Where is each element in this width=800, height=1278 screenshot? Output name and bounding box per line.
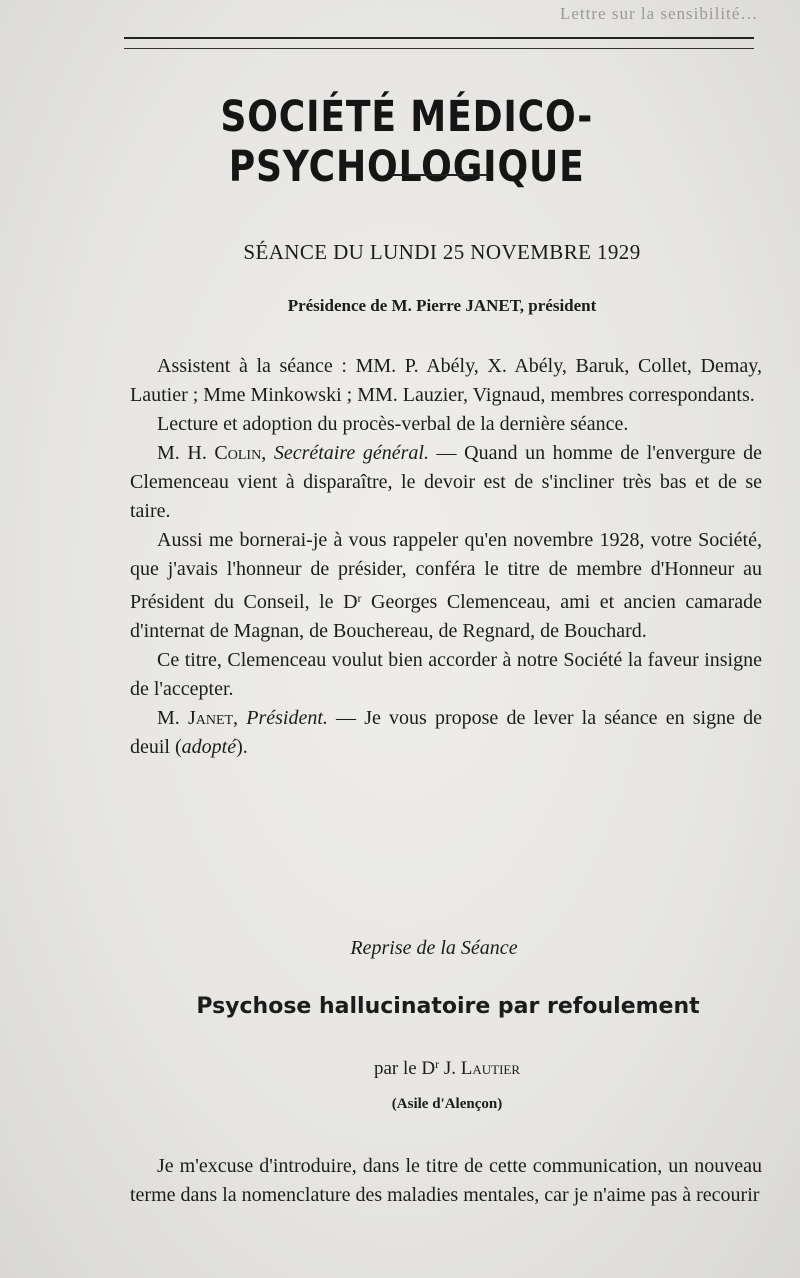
honour-text-b: Georges Clemenceau, ami et ancien camarade d'internat de Magnan, de Bouchereau, de Regnard, de Bouchard. xyxy=(130,591,762,642)
colin-text: — Quand un homme de l'envergure de Clemenceau vient à disparaître, le devoir est de s'incliner très bas et de se taire. xyxy=(130,442,762,522)
header-double-rule xyxy=(124,37,754,49)
presidence-line xyxy=(0,296,800,316)
janet-speaker: M. Janet, xyxy=(157,707,239,729)
colin-role: Secrétaire général. xyxy=(273,442,429,464)
bleed-through-text: Lettre sur la sensibilité… xyxy=(560,4,759,23)
honour-paragraph xyxy=(130,526,762,646)
minutes-adoption-paragraph: Lecture et adoption du procès-verbal de la dernière séance. xyxy=(157,413,629,435)
presidence-prefix: Présidence de xyxy=(287,296,392,315)
reprise-heading: Reprise de la Séance xyxy=(350,937,518,959)
presidence-name: M. Pierre JANET xyxy=(391,296,520,315)
author-superscript: r xyxy=(435,1057,440,1071)
minutes-body xyxy=(130,352,762,762)
author-name: J. Lautier xyxy=(439,1058,521,1079)
janet-paragraph xyxy=(130,704,762,762)
janet-role: Président. xyxy=(246,707,328,729)
colin-paragraph xyxy=(130,439,762,526)
presidence-suffix: , président xyxy=(519,296,597,315)
colin-speaker: M. H. Colin, xyxy=(157,442,267,464)
author-prefix: par le D xyxy=(373,1058,436,1079)
article-author xyxy=(0,1057,800,1080)
honour-superscript: r xyxy=(357,591,362,605)
session-heading: SÉANCE DU LUNDI 25 NOVEMBRE 1929 xyxy=(243,240,641,264)
title-acceptance-paragraph: Ce titre, Clemenceau voulut bien accorder à notre Société la faveur insigne de l'accepter. xyxy=(130,649,762,700)
honour-text-a: Aussi me bornerai-je à vous rappeler qu'en novembre 1928, votre Société, que j'avais l'honneur de présider, conféra le titre de membre d'Honneur au Président du Conseil, le D xyxy=(130,529,762,613)
janet-text: — Je vous propose de lever la séance en signe de deuil ( xyxy=(130,707,763,758)
author-affiliation: (Asile d'Alençon) xyxy=(391,1096,503,1112)
article-title: Psychose hallucinatoire par refoulement xyxy=(196,994,700,1019)
society-title: SOCIÉTÉ MÉDICO-PSYCHOLOGIQUE xyxy=(220,92,594,192)
adopte-word: adopté xyxy=(181,736,237,758)
article-opening-paragraph: Je m'excuse d'introduire, dans le titre de cette communication, un nouveau terme dans la nomenclature des maladies mentales, car je n'aime pas à recourir xyxy=(130,1155,762,1206)
title-separator-rule xyxy=(393,174,489,176)
article-body xyxy=(130,1152,762,1210)
attendance-paragraph: Assistent à la séance : MM. P. Abély, X. Abély, Baruk, Collet, Demay, Lautier ; Mme Minkowski ; MM. Lauzier, Vignaud, membres correspondants. xyxy=(130,355,762,406)
janet-end: ). xyxy=(236,736,248,758)
